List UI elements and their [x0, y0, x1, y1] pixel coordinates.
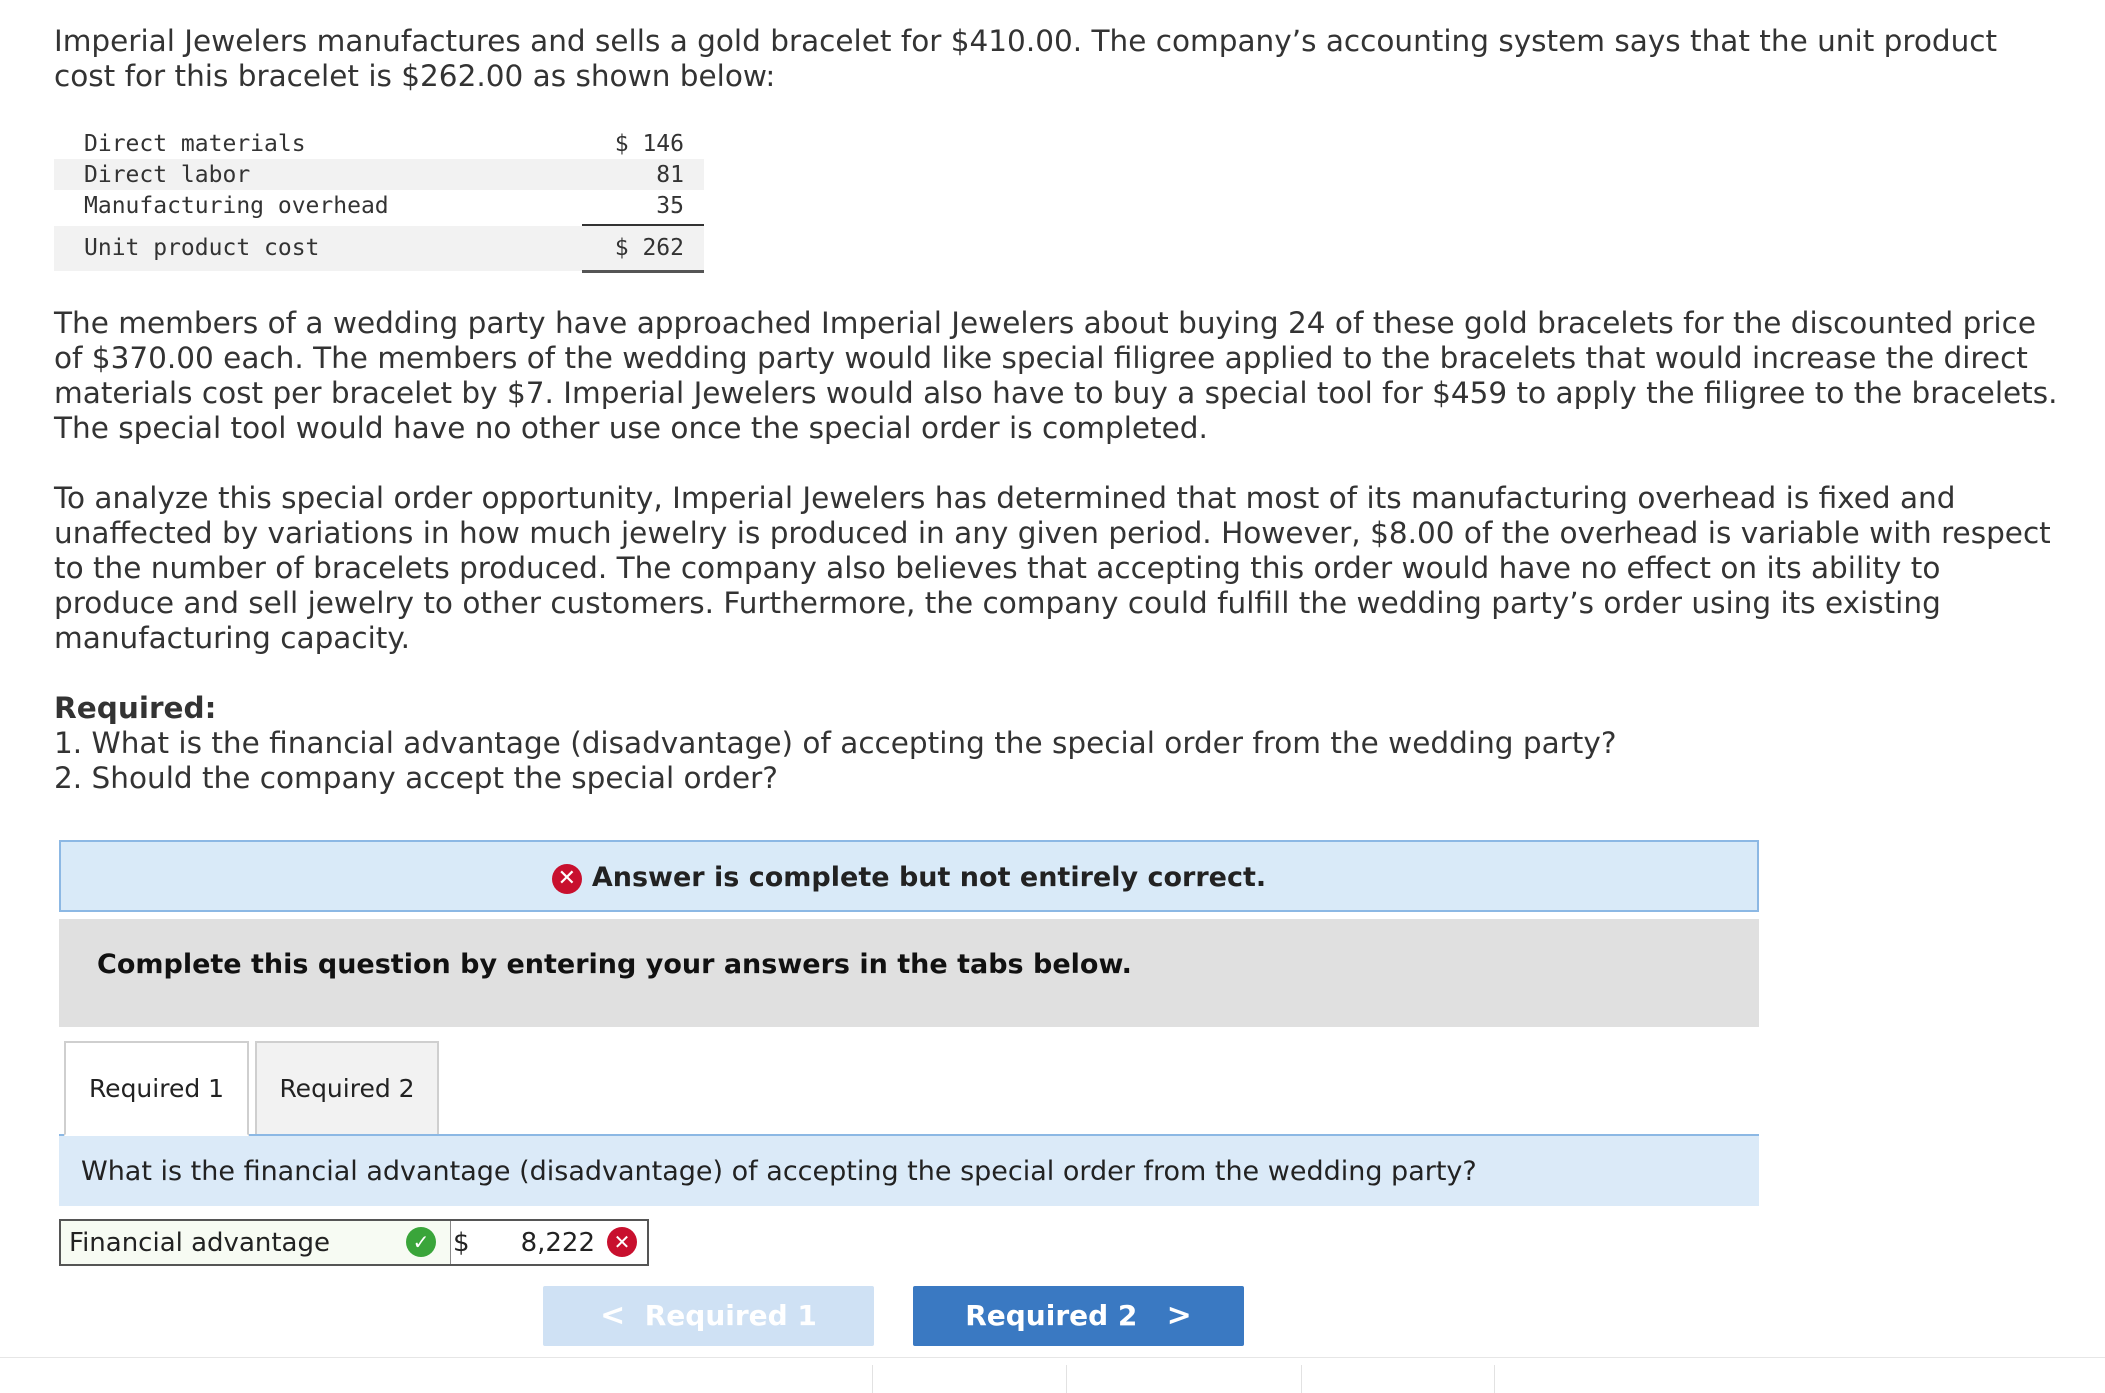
cost-label: Direct materials	[84, 131, 306, 157]
cost-total-value: $ 262	[614, 235, 684, 261]
x-circle-icon: ✕	[552, 864, 582, 894]
unit-cost-table	[54, 128, 704, 271]
chevron-right-icon: >	[1166, 1298, 1192, 1333]
answer-row	[59, 1219, 649, 1266]
paragraph-line: materials cost per bracelet by $7. Imperial Jewelers would also have to buy a special tool for $459 to apply the filigree to the bracelets.	[54, 376, 2058, 410]
required-question-2: 2. Should the company accept the special order?	[54, 761, 778, 795]
required-heading: Required:	[54, 691, 217, 725]
wedding-party-paragraph	[54, 306, 2058, 446]
cost-row-direct-materials	[54, 128, 704, 159]
cost-value: $ 146	[614, 131, 684, 157]
chevron-left-icon: <	[600, 1298, 626, 1333]
cost-row-unit-product-cost	[54, 226, 704, 271]
paragraph-line: of $370.00 each. The members of the wedding party would like special filigree applied to the bracelets that would increase the direct	[54, 341, 2028, 375]
paragraph-line: To analyze this special order opportunity, Imperial Jewelers has determined that most of its manufacturing overhead is fixed and	[54, 481, 1956, 515]
next-button-label: Required 2	[965, 1299, 1138, 1332]
cost-row-manufacturing-overhead	[54, 190, 704, 221]
answer-status-banner	[59, 840, 1759, 912]
cost-row-direct-labor	[54, 159, 704, 190]
answer-label-cell[interactable]	[61, 1221, 451, 1264]
footer-separator	[1301, 1365, 1302, 1393]
tab-required-1[interactable]: Required 1	[64, 1041, 249, 1136]
required-section	[54, 691, 1954, 796]
footer-divider	[0, 1357, 2105, 1358]
paragraph-line: unaffected by variations in how much jewelry is produced in any given period. However, $8.00 of the overhead is variable with respect	[54, 516, 2051, 550]
footer-separator	[1494, 1365, 1495, 1393]
cost-total-label: Unit product cost	[84, 235, 320, 261]
footer-separator	[1066, 1365, 1067, 1393]
prev-button-label: Required 1	[644, 1299, 817, 1332]
question-text: What is the financial advantage (disadvantage) of accepting the special order from the wedding party?	[81, 1156, 1477, 1187]
currency-symbol: $	[453, 1228, 470, 1258]
intro-paragraph	[54, 24, 1998, 94]
paragraph-line: The members of a wedding party have approached Imperial Jewelers about buying 24 of these gold bracelets for the discounted price	[54, 306, 2036, 340]
cost-value: 35	[656, 193, 684, 219]
paragraph-line: The special tool would have no other use once the special order is completed.	[54, 411, 1208, 445]
cost-label: Manufacturing overhead	[84, 193, 389, 219]
cost-label: Direct labor	[84, 162, 251, 188]
required-question-1: 1. What is the financial advantage (disadvantage) of accepting the special order from the wedding party?	[54, 726, 1617, 760]
answer-label: Financial advantage	[69, 1228, 330, 1258]
question-box	[59, 1136, 1759, 1206]
tab-required-2[interactable]: Required 2	[255, 1041, 439, 1136]
answer-status-text: Answer is complete but not entirely correct.	[591, 862, 1267, 893]
footer-separator	[872, 1365, 873, 1393]
intro-line: cost for this bracelet is $262.00 as shown below:	[54, 59, 776, 93]
intro-line: Imperial Jewelers manufactures and sells a gold bracelet for $410.00. The company’s accounting system says that the unit product	[54, 24, 1998, 58]
paragraph-line: produce and sell jewelry to other customers. Furthermore, the company could fulfill the wedding party’s order using its existing	[54, 586, 1941, 620]
analysis-paragraph	[54, 481, 2051, 656]
answer-value-input[interactable]: 8,222	[520, 1228, 595, 1258]
cost-value: 81	[656, 162, 684, 188]
paragraph-line: to the number of bracelets produced. The company also believes that accepting this order would have no effect on its ability to	[54, 551, 1941, 585]
total-rule	[582, 270, 704, 273]
instruction-box	[59, 919, 1759, 1027]
instruction-text: Complete this question by entering your answers in the tabs below.	[97, 949, 1132, 980]
next-button[interactable]	[913, 1286, 1244, 1346]
paragraph-line: manufacturing capacity.	[54, 621, 410, 655]
x-circle-icon: ✕	[607, 1227, 637, 1257]
prev-button[interactable]	[543, 1286, 874, 1346]
check-circle-icon: ✓	[406, 1227, 436, 1257]
